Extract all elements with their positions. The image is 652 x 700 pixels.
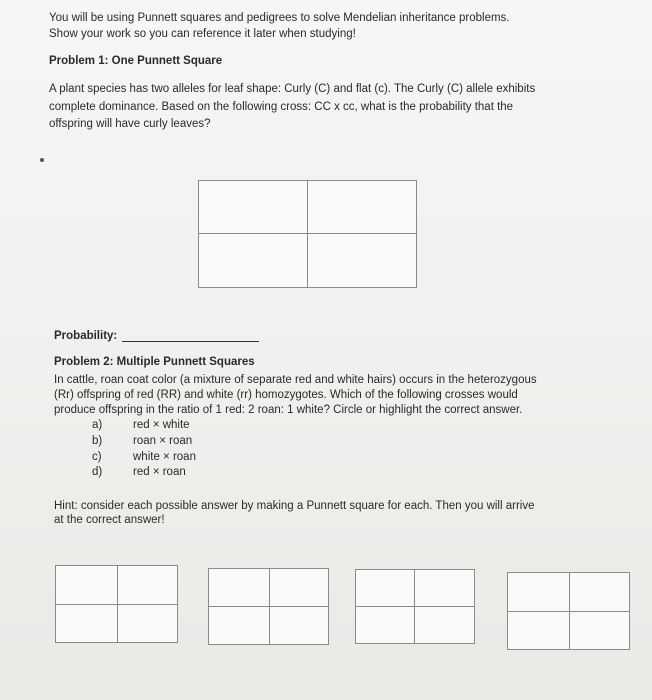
punnett-square-option-c[interactable] [355, 569, 475, 644]
intro-line-2: Show your work so you can reference it later when studying! [49, 28, 356, 40]
option-b-text[interactable]: roan × roan [133, 435, 193, 447]
punnett-square-option-d[interactable] [507, 572, 630, 650]
hint-line-1: Hint: consider each possible answer by making a Punnett square for each. Then you will arrive [54, 500, 535, 512]
option-b-letter: b) [92, 435, 103, 447]
option-d-text[interactable]: red × roan [133, 466, 186, 478]
option-d-letter: d) [92, 466, 103, 478]
problem-1-text-line-2: complete dominance. Based on the following cross: CC x cc, what is the probability that the [49, 101, 514, 113]
probability-label: Probability: [54, 330, 118, 342]
problem-2-heading: Problem 2: Multiple Punnett Squares [54, 356, 255, 368]
punnett-square-problem-1[interactable] [198, 180, 417, 288]
problem-2-text-line-1: In cattle, roan coat color (a mixture of separate red and white hairs) occurs in the heterozygous [54, 374, 537, 386]
probability-answer-blank[interactable] [122, 341, 259, 342]
intro-line-1: You will be using Punnett squares and pedigrees to solve Mendelian inheritance problems. [49, 12, 510, 24]
problem-2-text-line-3: produce offspring in the ratio of 1 red: 2 roan: 1 white? Circle or highlight the correct answer. [54, 404, 523, 416]
problem-1-text-line-1: A plant species has two alleles for leaf shape: Curly (C) and flat (c). The Curly (C) allele exhibits [49, 83, 536, 95]
punnett-square-option-b[interactable] [208, 568, 329, 645]
option-a-text[interactable]: red × white [133, 419, 190, 431]
option-c-text[interactable]: white × roan [133, 451, 196, 463]
problem-1-text-line-3: offspring will have curly leaves? [49, 118, 211, 130]
option-a-letter: a) [92, 419, 103, 431]
hint-line-2: at the correct answer! [54, 514, 165, 526]
option-c-letter: c) [92, 451, 102, 463]
punnett-square-option-a[interactable] [55, 565, 178, 643]
problem-2-text-line-2: (Rr) offspring of red (RR) and white (rr) homozygotes. Which of the following crosses would [54, 389, 518, 401]
problem-1-heading: Problem 1: One Punnett Square [49, 55, 223, 67]
margin-dot [40, 158, 44, 162]
